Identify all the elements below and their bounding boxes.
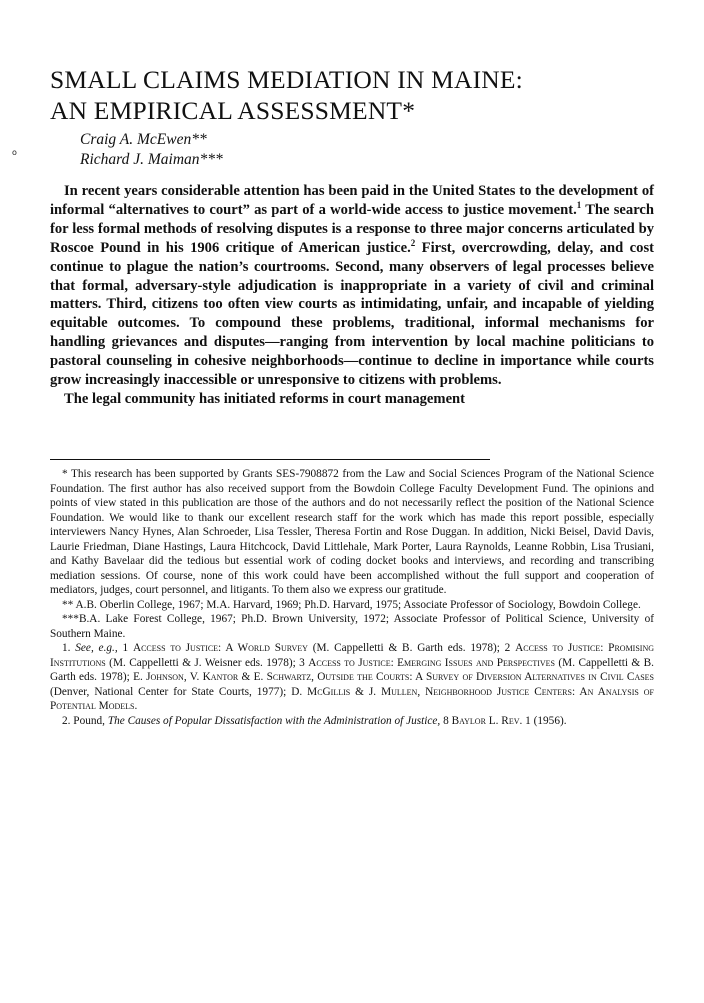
author-1: Craig A. McEwen** — [80, 131, 207, 148]
footnote-divider — [50, 459, 490, 460]
paragraph-1-text-b: The search for less formal methods of resolving disputes is a response to three major concerns articulated by Roscoe Pound in his 1906 critique of American justice. — [50, 201, 654, 256]
title-line-1: SMALL CLAIMS MEDIATION IN MAINE: — [50, 65, 523, 94]
footnote-1-source-3: Access to Justice: Emerging Issues and Perspectives — [308, 656, 555, 669]
footnote-star: * This research has been supported by Grants SES-7908872 from the Law and Social Sciences Program of the National Science Foundation. The first author has also received support from the Bowdoin College Faculty Development Fund. The opinions and points of view stated in this publication are those of the authors and do not necessarily reflect the position of the National Science Foundation. We would like to thank our excellent research staff for the work which has made this report possible, especially interviewers Nancy Hynes, Alan Schroeder, Lisa Tessler, Theresa Fortin and Rose Duggan. In addition, Nicki Beisel, David Davis, Laurie Friedman, Diane Hastings, Laura Hitchcock, David Littlehale, Mark Porter, Laura Raynolds, Leanne Robbin, Lisa Trusiani, and Kathy Bavelaar did the tedious but essential work of coding docket books and interviews, and recording and transcribing mediation sessions. Of course, none of this work could have been accomplished without the full support and cooperation of mediators, judges, court personnel, and litigants. To them also we express our gratitude. — [50, 468, 654, 596]
footnote-1-source-4: E. Johnson, V. Kantor & E. Schwartz, Outside the Courts: A Survey of Diversion Alternatives in Civil Cases — [133, 671, 655, 683]
footnote-1-source-1: Access to Justice: A World Survey — [132, 642, 308, 654]
footnote-2-part: 8 — [440, 714, 452, 727]
footnote-2-part: 2. Pound, — [62, 714, 108, 727]
footnote-2-part: 1 (1956). — [522, 714, 567, 727]
footnote-ref-1: 1 — [576, 200, 582, 211]
paragraph-1-text: In recent years considerable attention has been paid in the United States to the development of informal “alternatives to court” as part of a world-wide access to justice movement. — [50, 183, 654, 218]
footnote-1-signal: See, e.g., — [75, 642, 118, 654]
footnote-1 — [50, 641, 654, 714]
footnote-double-star: ** A.B. Oberlin College, 1967; M.A. Harvard, 1969; Ph.D. Harvard, 1975; Associate Professor of Sociology, Bowdoin College. — [62, 598, 641, 611]
author-2: Richard J. Maiman*** — [80, 151, 223, 168]
footnote-2-journal: Baylor L. Rev. — [451, 714, 523, 727]
author-list — [80, 130, 223, 170]
footnote-2 — [50, 714, 654, 729]
paragraph-1-text-c: First, overcrowding, delay, and cost continue to plague the nation’s courtrooms. Second, many observers of legal processes believe that formal, adversary-style adjudication is inappropriate in a variety of civil and criminal matters. Third, citizens too often view courts as intimidating, unfair, and incapable of yielding equitable outcomes. To compound these problems, traditional, informal mechanisms for handling grievances and disputes—ranging from intervention by local machine politicians to pastoral counseling in cohesive neighborhoods—continue to decline in importance while courts grow increasingly inaccessible or unresponsive to citizens with problems. — [50, 239, 654, 389]
footnote-1-source-2: Access to Justice: Promising Institutions — [50, 642, 655, 669]
paragraph-1 — [50, 182, 654, 390]
margin-mark: o — [12, 148, 17, 157]
title-line-2: AN EMPIRICAL ASSESSMENT* — [50, 96, 416, 125]
footnote-1-part: (Denver, National Center for State Courts, 1977); — [50, 685, 292, 698]
footnote-triple-star: ***B.A. Lake Forest College, 1967; Ph.D. Brown University, 1972; Associate Professor of Political Science, University of Southern Maine. — [50, 613, 654, 640]
footnote-1-num: 1. — [62, 642, 76, 654]
footnote-1-part: (M. Cappelletti & J. Weisner eds. 1978); 3 — [105, 656, 309, 669]
body-text — [50, 182, 654, 409]
footnote-ref-2: 2 — [410, 237, 416, 248]
footnote-1-part: . — [134, 700, 138, 712]
footnote-1-source-5: D. McGillis & J. Mullen, Neighborhood Justice Centers: An Analysis of Potential Models — [50, 685, 654, 712]
footnotes — [50, 467, 654, 728]
footnote-1-part: (M. Cappelletti & B. Garth eds. 1978); — [50, 656, 654, 683]
footnote-1-part: 1 — [117, 642, 133, 654]
footnote-2-article-title: The Causes of Popular Dissatisfaction with the Administration of Justice, — [107, 714, 441, 727]
paragraph-2: The legal community has initiated reforms in court management — [64, 390, 466, 407]
article-title — [50, 64, 654, 126]
footnote-1-part: (M. Cappelletti & B. Garth eds. 1978); 2 — [307, 642, 516, 654]
